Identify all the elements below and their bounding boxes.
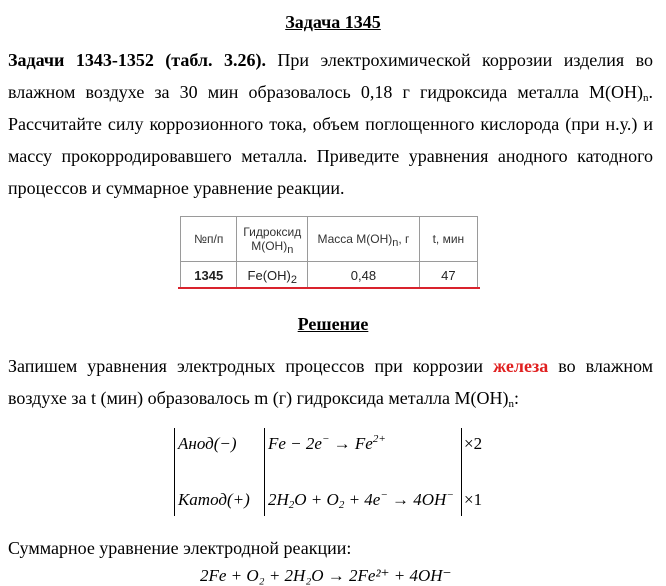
summary-label: Суммарное уравнение электродной реакции: [8, 538, 352, 558]
paragraph-sub: n [508, 398, 514, 410]
problem-formula-sub: n [643, 92, 649, 104]
problem-statement [8, 44, 653, 204]
table-cell-num: 1345 [181, 262, 237, 289]
table-header-time: t, мин [419, 217, 477, 262]
table-cell-time: 47 [419, 262, 477, 289]
table-header-num: №п/п [181, 217, 237, 262]
anode-multiplier: ×2 [464, 434, 483, 453]
problem-text-end: . Рассчитайте силу коррозионного тока, объем поглощенного кислорода (при н.у.) и массу прокорродировавшего металла. Приведите уравнения анодного катодного процессов и суммарное уравнение реакции. [8, 82, 653, 198]
paragraph-part2: во влажном воздухе за t (мин) образовалось m (г) гидроксида металла M(OH) [8, 356, 653, 408]
eq-left-bar [174, 428, 175, 516]
anode-label: Анод(−) [178, 434, 237, 453]
summary-equation: 2Fe + O₂ + 2H₂O → 2Fe²⁺ + 4OH⁻ [200, 566, 452, 585]
eq-right-bar [461, 428, 462, 516]
table-red-underline [178, 287, 480, 289]
paragraph-part1: Запишем уравнения электродных процессов при коррозии [8, 356, 494, 376]
cathode-label: Катод(+) [178, 490, 250, 509]
eq-mid-bar [264, 428, 265, 516]
table-cell-hydroxide: $Fe(OH)_2$ [237, 262, 308, 289]
problem-title: Задача 1345 [285, 12, 381, 32]
cathode-multiplier: ×1 [464, 490, 483, 509]
table-header-row [181, 217, 478, 262]
data-table [180, 216, 478, 288]
table-cell-mass: 0,48 [308, 262, 420, 289]
table-header-mass: Масса $M(OH)_n$, г [308, 217, 420, 262]
problem-lead: Задачи 1343-1352 (табл. 3.26). [8, 50, 266, 70]
highlight-iron: железа [493, 356, 549, 376]
solution-paragraph [8, 350, 653, 414]
cathode-equation: $2H_2O + O_2 + 4e^- \to 4OH^-$ [268, 489, 454, 511]
paragraph-end: : [513, 388, 519, 408]
solution-title: Решение [297, 314, 369, 334]
table-header-hydroxide: Гидроксид $M(OH)_n$ [237, 217, 308, 262]
problem-text: При электрохимической коррозии изделия во влажном воздухе за 30 мин образовалось 0,18 г гидроксида металла M(OH) [8, 50, 653, 102]
table-row [181, 262, 478, 289]
anode-equation: $Fe - 2e^- \to Fe^{2+}$ [268, 433, 386, 453]
